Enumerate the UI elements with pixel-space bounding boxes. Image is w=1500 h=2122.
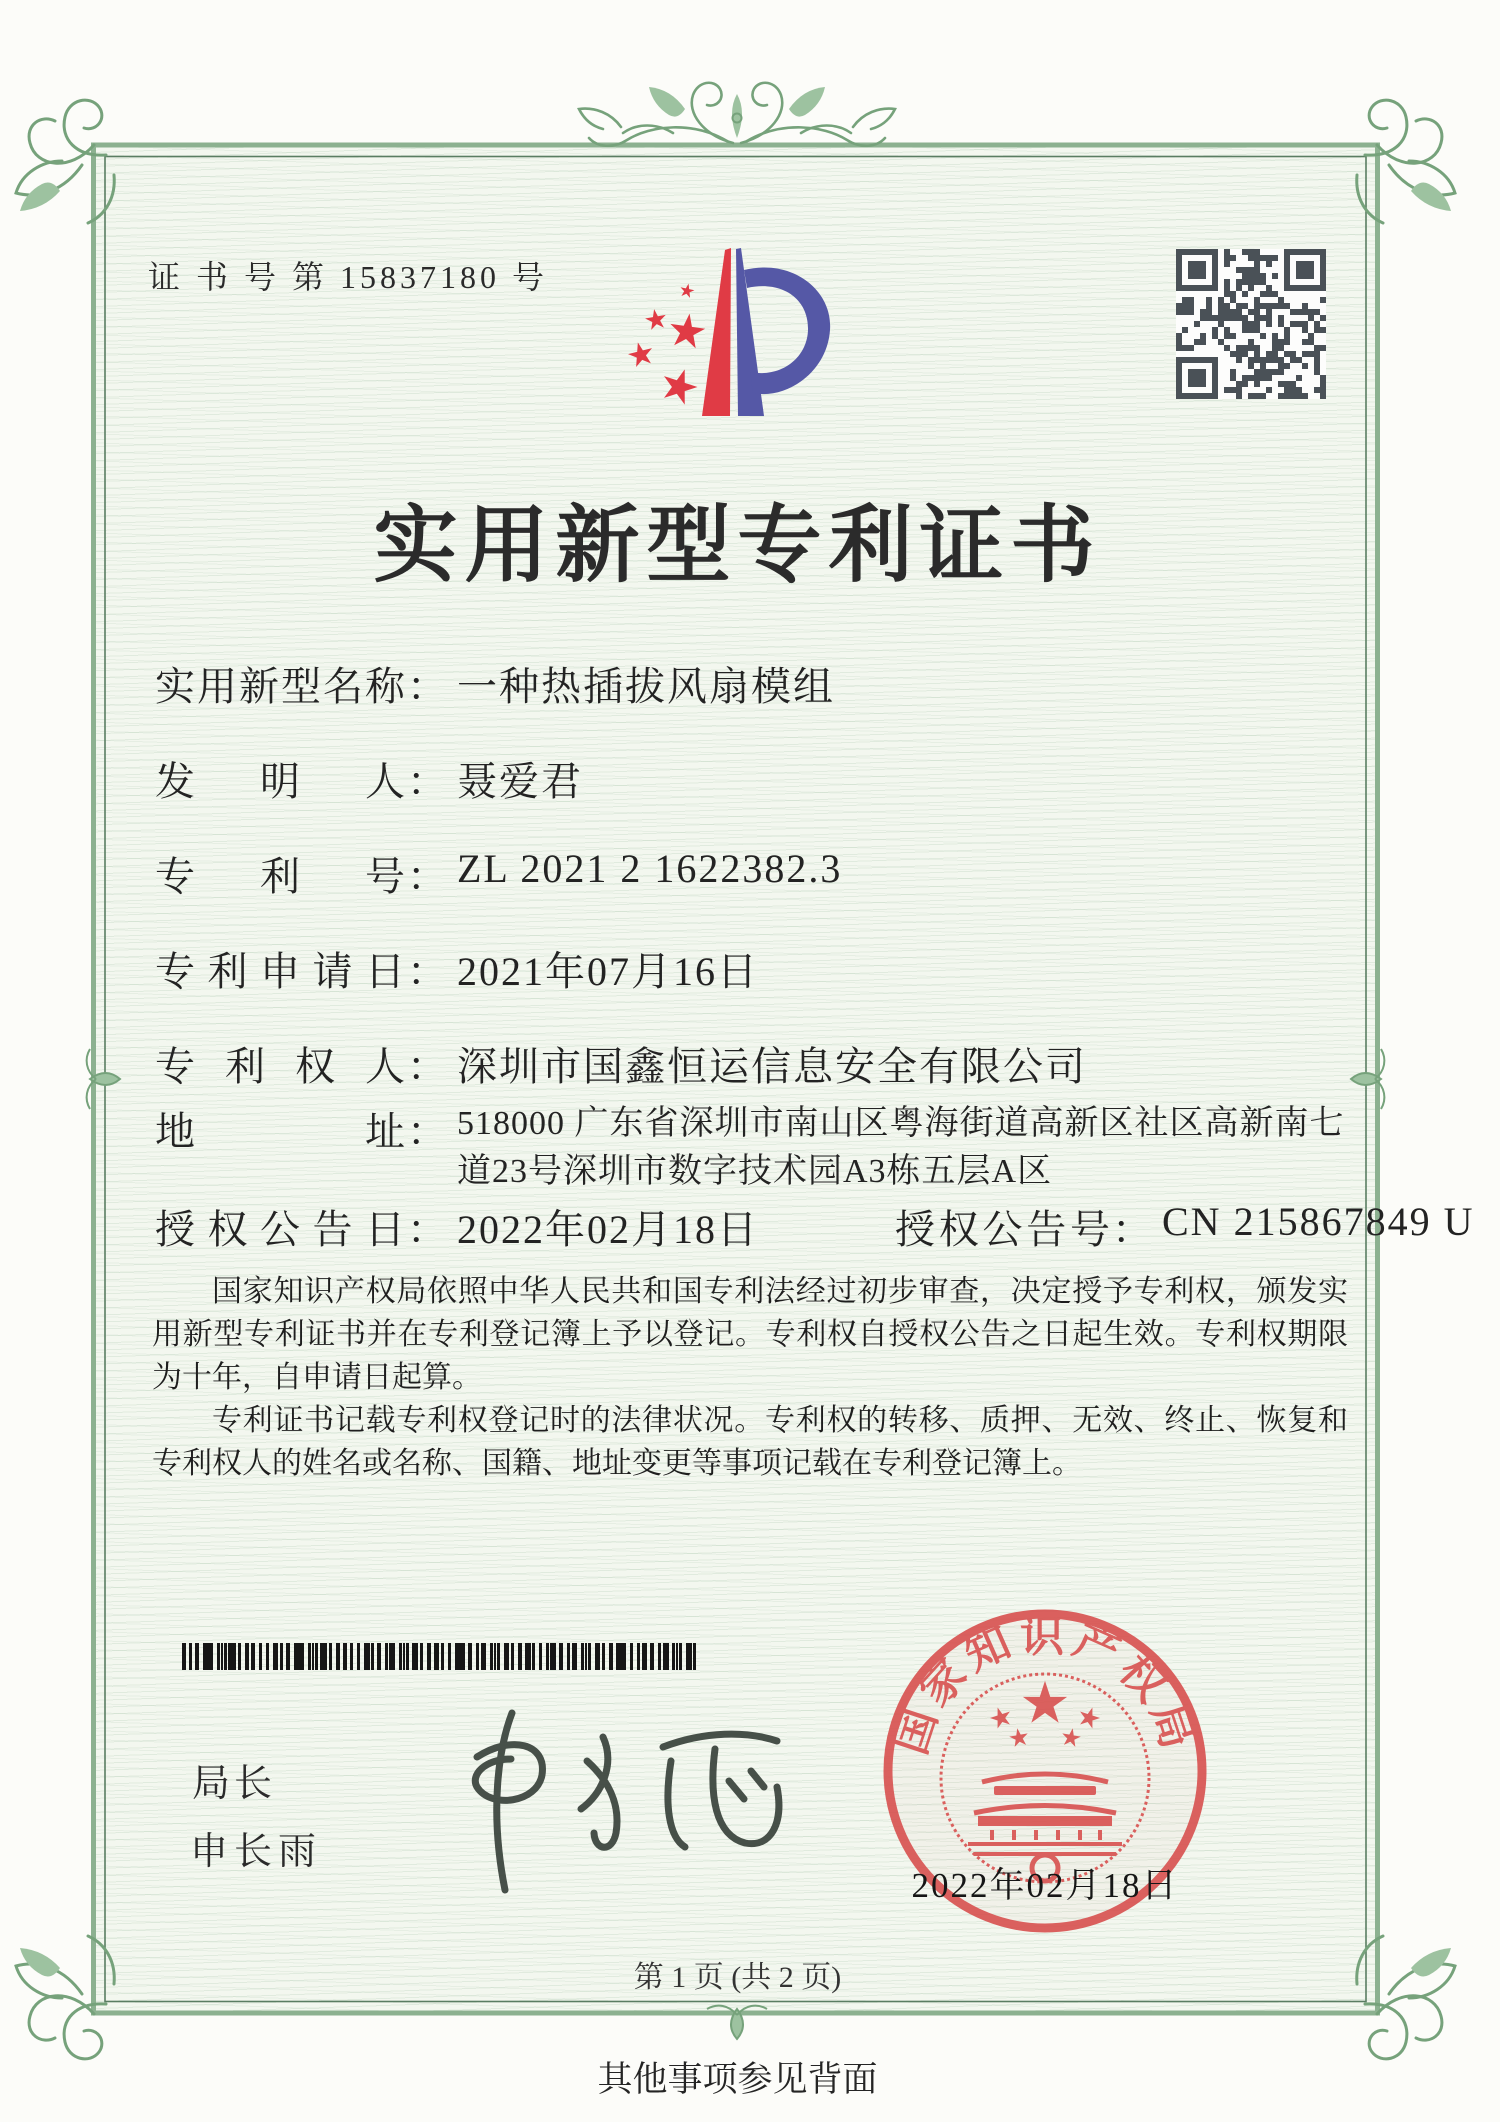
field-label: 专利权人 [155, 1044, 405, 1089]
field-label: 授权公告号 [895, 1207, 1110, 1252]
top-ornament [579, 83, 895, 146]
certificate-title: 实用新型专利证书 [373, 500, 1102, 593]
field-label: 专利号 [155, 854, 405, 899]
director-name: 申长雨 [190, 1831, 323, 1873]
field-row-address: 地址 ： 518000 广东省深圳市南山区粤海街道高新区社区高新南七道23号深圳市数字技术园A3栋五层A区 [155, 1100, 1362, 1196]
page-indicator: 第 1 页 (共 2 页) [633, 1961, 842, 1994]
field-row-inventor: 发明人 ： 聂爱君 [155, 750, 583, 807]
inventor-name: 聂爱君 [457, 759, 583, 804]
patent-number: ZL 2021 2 1622382.3 [457, 846, 843, 891]
field-label: 专利申请日 [155, 949, 405, 994]
back-note: 其他事项参见背面 [597, 2060, 878, 2099]
patentee-address: 518000 广东省深圳市南山区粤海街道高新区社区高新南七道23号深圳市数字技术园A3栋五层A区 [457, 1105, 1345, 1190]
seal-date: 2022年02月18日 [911, 1866, 1179, 1905]
legal-paragraph-2: 专利证书记载专利权登记时的法律状况。专利权的转移、质押、无效、终止、恢复和专利权人的姓名或名称、国籍、地址变更等事项记载在专利登记簿上。 [152, 1404, 1348, 1480]
grant-date: 2022年02月18日 [457, 1207, 759, 1252]
legal-paragraph-1: 国家知识产权局依照中华人民共和国专利法经过初步审查，决定授予专利权，颁发实用新型专利证书并在专利登记簿上予以登记。专利权自授权公告之日起生效。专利权期限为十年，自申请日起算。 [152, 1275, 1348, 1394]
utility-model-name: 一种热插拔风扇模组 [457, 664, 835, 709]
director-signature [415, 1685, 815, 1915]
patentee-name: 深圳市国鑫恒运信息安全有限公司 [457, 1044, 1087, 1089]
field-row-patent-no: 专利号 ： ZL 2021 2 1622382.3 [155, 845, 842, 902]
filing-date: 2021年07月16日 [457, 949, 759, 994]
grant-publication-number: CN 215867849 U [1162, 1199, 1475, 1244]
field-label: 地址 [155, 1109, 405, 1154]
director-title: 局长 [192, 1763, 277, 1805]
logo-blue-p [736, 248, 830, 416]
field-row-patentee: 专利权人 ： 深圳市国鑫恒运信息安全有限公司 [155, 1035, 1087, 1092]
field-row-grant: 授权公告日 ： 2022年02月18日 授权公告号 ： CN 215867849 U [155, 1198, 1380, 1255]
field-label: 实用新型名称 [155, 664, 405, 709]
certificate-number: 证 书 号 第 15837180 号 [148, 259, 549, 295]
barcode [182, 1643, 698, 1670]
field-row-name: 实用新型名称 ： 一种热插拔风扇模组 [155, 655, 835, 712]
field-row-filing-date: 专利申请日 ： 2021年07月16日 [155, 940, 759, 997]
legal-text [152, 1270, 1348, 1485]
seal-ring-text: 国家知识产权局 [886, 1611, 1204, 1761]
qr-code [1176, 249, 1326, 399]
field-label: 授权公告日 [155, 1207, 405, 1252]
field-grant-no: 授权公告号 ： CN 215867849 U [895, 1198, 1474, 1255]
logo-stars [626, 282, 707, 406]
cnipa-logo [580, 220, 860, 440]
field-label: 发明人 [155, 759, 405, 804]
logo-red-wedge [702, 248, 731, 416]
